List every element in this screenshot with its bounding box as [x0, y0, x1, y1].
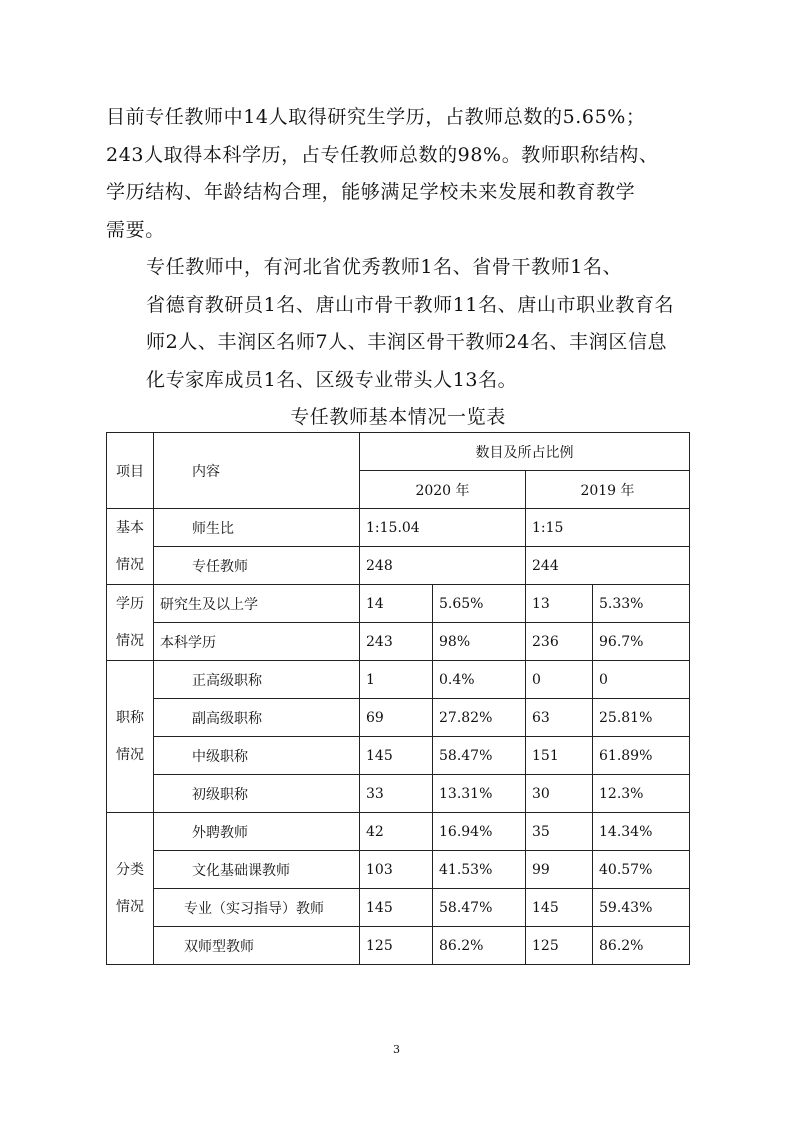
header-content: 内容 [154, 433, 360, 509]
cell-count: 145 [360, 737, 433, 775]
cell-count: 236 [526, 623, 593, 661]
table-row [107, 547, 690, 585]
cell-value: 244 [526, 547, 690, 585]
cell-count: 99 [526, 851, 593, 889]
cell-count: 145 [526, 889, 593, 927]
cell-percent: 13.31% [433, 775, 526, 813]
table-row [107, 813, 690, 851]
cell-count: 33 [360, 775, 433, 813]
cell-percent: 5.65% [433, 585, 526, 623]
cell-percent: 0.4% [433, 661, 526, 699]
table-row [107, 737, 690, 775]
cell-percent: 86.2% [433, 927, 526, 965]
table-row [107, 509, 690, 547]
table-row [107, 661, 690, 699]
cell-count: 145 [360, 889, 433, 927]
table-row [107, 775, 690, 813]
cell-count: 125 [526, 927, 593, 965]
row-label: 副高级职称 [154, 699, 360, 737]
text-line: 学历结构、年龄结构合理，能够满足学校未来发展和教育教学 [106, 181, 636, 203]
honors-paragraph [106, 249, 690, 399]
cell-value: 248 [360, 547, 526, 585]
text-line: 师2人、丰润区名师7人、丰润区骨干教师24名、丰润区信息 [146, 331, 668, 353]
cell-count: 14 [360, 585, 433, 623]
row-label: 文化基础课教师 [154, 851, 360, 889]
table-row [107, 927, 690, 965]
header-year-2019: 2019 年 [526, 471, 690, 509]
row-label: 研究生及以上学 [154, 585, 360, 623]
cell-count: 243 [360, 623, 433, 661]
row-label: 师生比 [154, 509, 360, 547]
cell-count: 42 [360, 813, 433, 851]
cell-percent: 58.47% [433, 889, 526, 927]
text-line: 化专家库成员1名、区级专业带头人13名。 [146, 368, 518, 391]
cell-percent: 0 [593, 661, 690, 699]
text-line: 目前专任教师中14人取得研究生学历，占教师总数的5.65%； [106, 106, 646, 128]
cell-value: 1:15 [526, 509, 690, 547]
group-label-basic: 基本 情况 [107, 509, 154, 585]
row-label: 正高级职称 [154, 661, 360, 699]
group-label-category: 分类 情况 [107, 813, 154, 965]
cell-percent: 12.3% [593, 775, 690, 813]
cell-count: 151 [526, 737, 593, 775]
row-label: 双师型教师 [154, 927, 360, 965]
cell-percent: 27.82% [433, 699, 526, 737]
cell-percent: 5.33% [593, 585, 690, 623]
cell-percent: 25.81% [593, 699, 690, 737]
cell-count: 0 [526, 661, 593, 699]
group-label-education: 学历 情况 [107, 585, 154, 661]
text-line: 需要。 [106, 218, 165, 241]
cell-percent: 59.43% [593, 889, 690, 927]
header-group: 数目及所占比例 [360, 433, 690, 471]
table-row [107, 699, 690, 737]
cell-count: 69 [360, 699, 433, 737]
text-line: 专任教师中，有河北省优秀教师1名、省骨干教师1名、 [146, 256, 623, 278]
row-label: 中级职称 [154, 737, 360, 775]
text-line: 省德育教研员1名、唐山市骨干教师11名、唐山市职业教育名 [146, 293, 675, 316]
cell-percent: 58.47% [433, 737, 526, 775]
cell-percent: 96.7% [593, 623, 690, 661]
row-label: 本科学历 [154, 623, 360, 661]
cell-percent: 41.53% [433, 851, 526, 889]
group-label-title: 职称 情况 [107, 661, 154, 813]
cell-percent: 14.34% [593, 813, 690, 851]
cell-percent: 61.89% [593, 737, 690, 775]
table-title: 专任教师基本情况一览表 [290, 406, 506, 428]
table-row [107, 623, 690, 661]
text-line: 243人取得本科学历，占专任教师总数的98%。教师职称结构、 [106, 143, 659, 166]
table-row [107, 585, 690, 623]
row-label: 初级职称 [154, 775, 360, 813]
cell-count: 35 [526, 813, 593, 851]
table-row [107, 851, 690, 889]
row-label: 专业（实习指导）教师 [154, 889, 360, 927]
cell-percent: 16.94% [433, 813, 526, 851]
table-row [107, 889, 690, 927]
cell-count: 30 [526, 775, 593, 813]
row-label: 专任教师 [154, 547, 360, 585]
page-number: 3 [393, 1043, 400, 1056]
cell-percent: 86.2% [593, 927, 690, 965]
cell-count: 125 [360, 927, 433, 965]
header-item: 项目 [107, 433, 154, 509]
cell-count: 63 [526, 699, 593, 737]
intro-paragraph [106, 99, 690, 249]
cell-value: 1:15.04 [360, 509, 526, 547]
cell-percent: 40.57% [593, 851, 690, 889]
cell-percent: 98% [433, 623, 526, 661]
teacher-statistics-table [106, 432, 690, 965]
row-label: 外聘教师 [154, 813, 360, 851]
cell-count: 103 [360, 851, 433, 889]
cell-count: 1 [360, 661, 433, 699]
cell-count: 13 [526, 585, 593, 623]
table-header-row [107, 433, 690, 471]
header-year-2020: 2020 年 [360, 471, 526, 509]
